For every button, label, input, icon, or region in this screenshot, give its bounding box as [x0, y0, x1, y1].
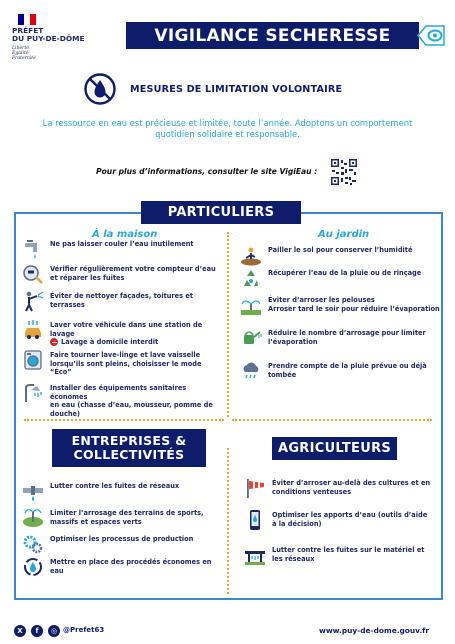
- mulch-icon: [240, 244, 262, 266]
- subtitle: MESURES DE LIMITATION VOLONTAIRE: [130, 84, 343, 95]
- smartphone-icon: [244, 509, 266, 531]
- forbidden-notice: Lavage à domicile interdit: [50, 338, 222, 347]
- list-item: Prendre compte de la pluie prévue ou déjà tombée: [240, 360, 440, 382]
- list-item: Lutter contre les fuites sur le matériel et les réseaux: [244, 544, 444, 566]
- prefect-title: PRÉFET DU PUY-DE-DÔME: [12, 26, 85, 44]
- list-item: Mettre en place des procédés économes en eau: [22, 556, 222, 578]
- pipe-leak-icon: [22, 480, 44, 502]
- list-item: Éviter de nettoyer façades, toitures et terrasses: [22, 290, 222, 312]
- recycle-icon: [240, 267, 262, 289]
- entreprises-banner: ENTREPRISES & COLLECTIVITÉS: [52, 429, 206, 467]
- windsock-icon: [244, 477, 266, 499]
- list-item: Installer des équipements sanitaires économes en eau (chasse d’eau, mousseur, pomme de douche): [22, 382, 222, 418]
- shower-icon: [22, 382, 44, 404]
- watering-can-icon: [240, 327, 262, 349]
- list-item: Laver votre véhicule dans une station de lavage Lavage à domicile interdit: [22, 319, 222, 347]
- list-item: Réduire le nombre d’arrosage pour limiter l’évaporation: [240, 327, 440, 349]
- list-item: Pailler le sol pour conserver l’humidité: [240, 244, 440, 266]
- list-item: Lutter contre les fuites de réseaux: [22, 480, 222, 502]
- gears-icon: [22, 533, 44, 555]
- republic-motto: Liberté Égalité Fraternité: [12, 46, 36, 62]
- page-title: VIGILANCE SECHERESSE: [126, 22, 419, 49]
- instagram-icon[interactable]: ◎: [48, 625, 60, 637]
- sprinkler-icon: [240, 294, 262, 316]
- website-link[interactable]: www.puy-de-dome.gouv.fr: [319, 626, 430, 635]
- divider-horizontal-left: [24, 419, 224, 421]
- list-item: Éviter d’arroser au-delà des cultures et en conditions venteuses: [244, 477, 444, 499]
- pressure-washer-icon: [22, 290, 44, 312]
- faucet-icon: [22, 238, 44, 260]
- divider-horizontal-right: [232, 419, 432, 421]
- list-item: Faire tourner lave-linge et lave vaisselle lorsqu’ils sont pleins, choisisser le mode “Éco”: [22, 349, 222, 377]
- particuliers-banner: PARTICULIERS: [141, 201, 301, 224]
- list-item: Optimiser les apports d’eau (outils d’aide à la décision): [244, 509, 444, 531]
- no-water-icon: [84, 73, 116, 105]
- intro-text: La ressource en eau est précieuse et limitée, toute l’année. Adoptons un comportement quotidien solidaire et responsable.: [42, 118, 413, 139]
- irrigation-icon: [244, 544, 266, 566]
- agriculteurs-banner: AGRICULTEURS: [272, 437, 397, 460]
- list-item: Limiter l’arrosage des terrains de sports, massifs et espaces verts: [22, 507, 222, 529]
- rain-cloud-icon: [240, 360, 262, 382]
- jardin-heading: Au jardin: [318, 229, 370, 240]
- maison-heading: À la maison: [92, 229, 158, 240]
- forbidden-icon: [50, 338, 58, 346]
- divider-vertical-top: [227, 232, 229, 417]
- info-text: Pour plus d’informations, consulter le site VigiEau :: [96, 167, 318, 176]
- car-wash-icon: [22, 319, 44, 341]
- qr-code-icon[interactable]: [330, 158, 358, 186]
- list-item: Ne pas laisser couler l’eau inutilement: [22, 238, 222, 260]
- water-drop-icon: [416, 22, 446, 49]
- divider-vertical-bottom: [227, 448, 229, 594]
- list-item: Éviter d’arroser les pelouses Arroser tard le soir pour réduire l’évaporation: [240, 294, 440, 316]
- french-flag: [18, 14, 36, 25]
- list-item: Optimiser les processus de production: [22, 533, 222, 555]
- social-handle[interactable]: @Prefet63: [63, 626, 105, 634]
- list-item: Vérifier régulièrement votre compteur d’eau et réparer les fuites: [22, 263, 222, 285]
- washing-machine-icon: [22, 349, 44, 371]
- list-item: Récupérer l’eau de la pluie ou de rinçage: [240, 267, 440, 289]
- water-meter-icon: [22, 263, 44, 285]
- x-twitter-icon[interactable]: X: [14, 625, 26, 637]
- sports-field-icon: [22, 507, 44, 529]
- water-cycle-icon: [22, 556, 44, 578]
- facebook-icon[interactable]: f: [31, 625, 43, 637]
